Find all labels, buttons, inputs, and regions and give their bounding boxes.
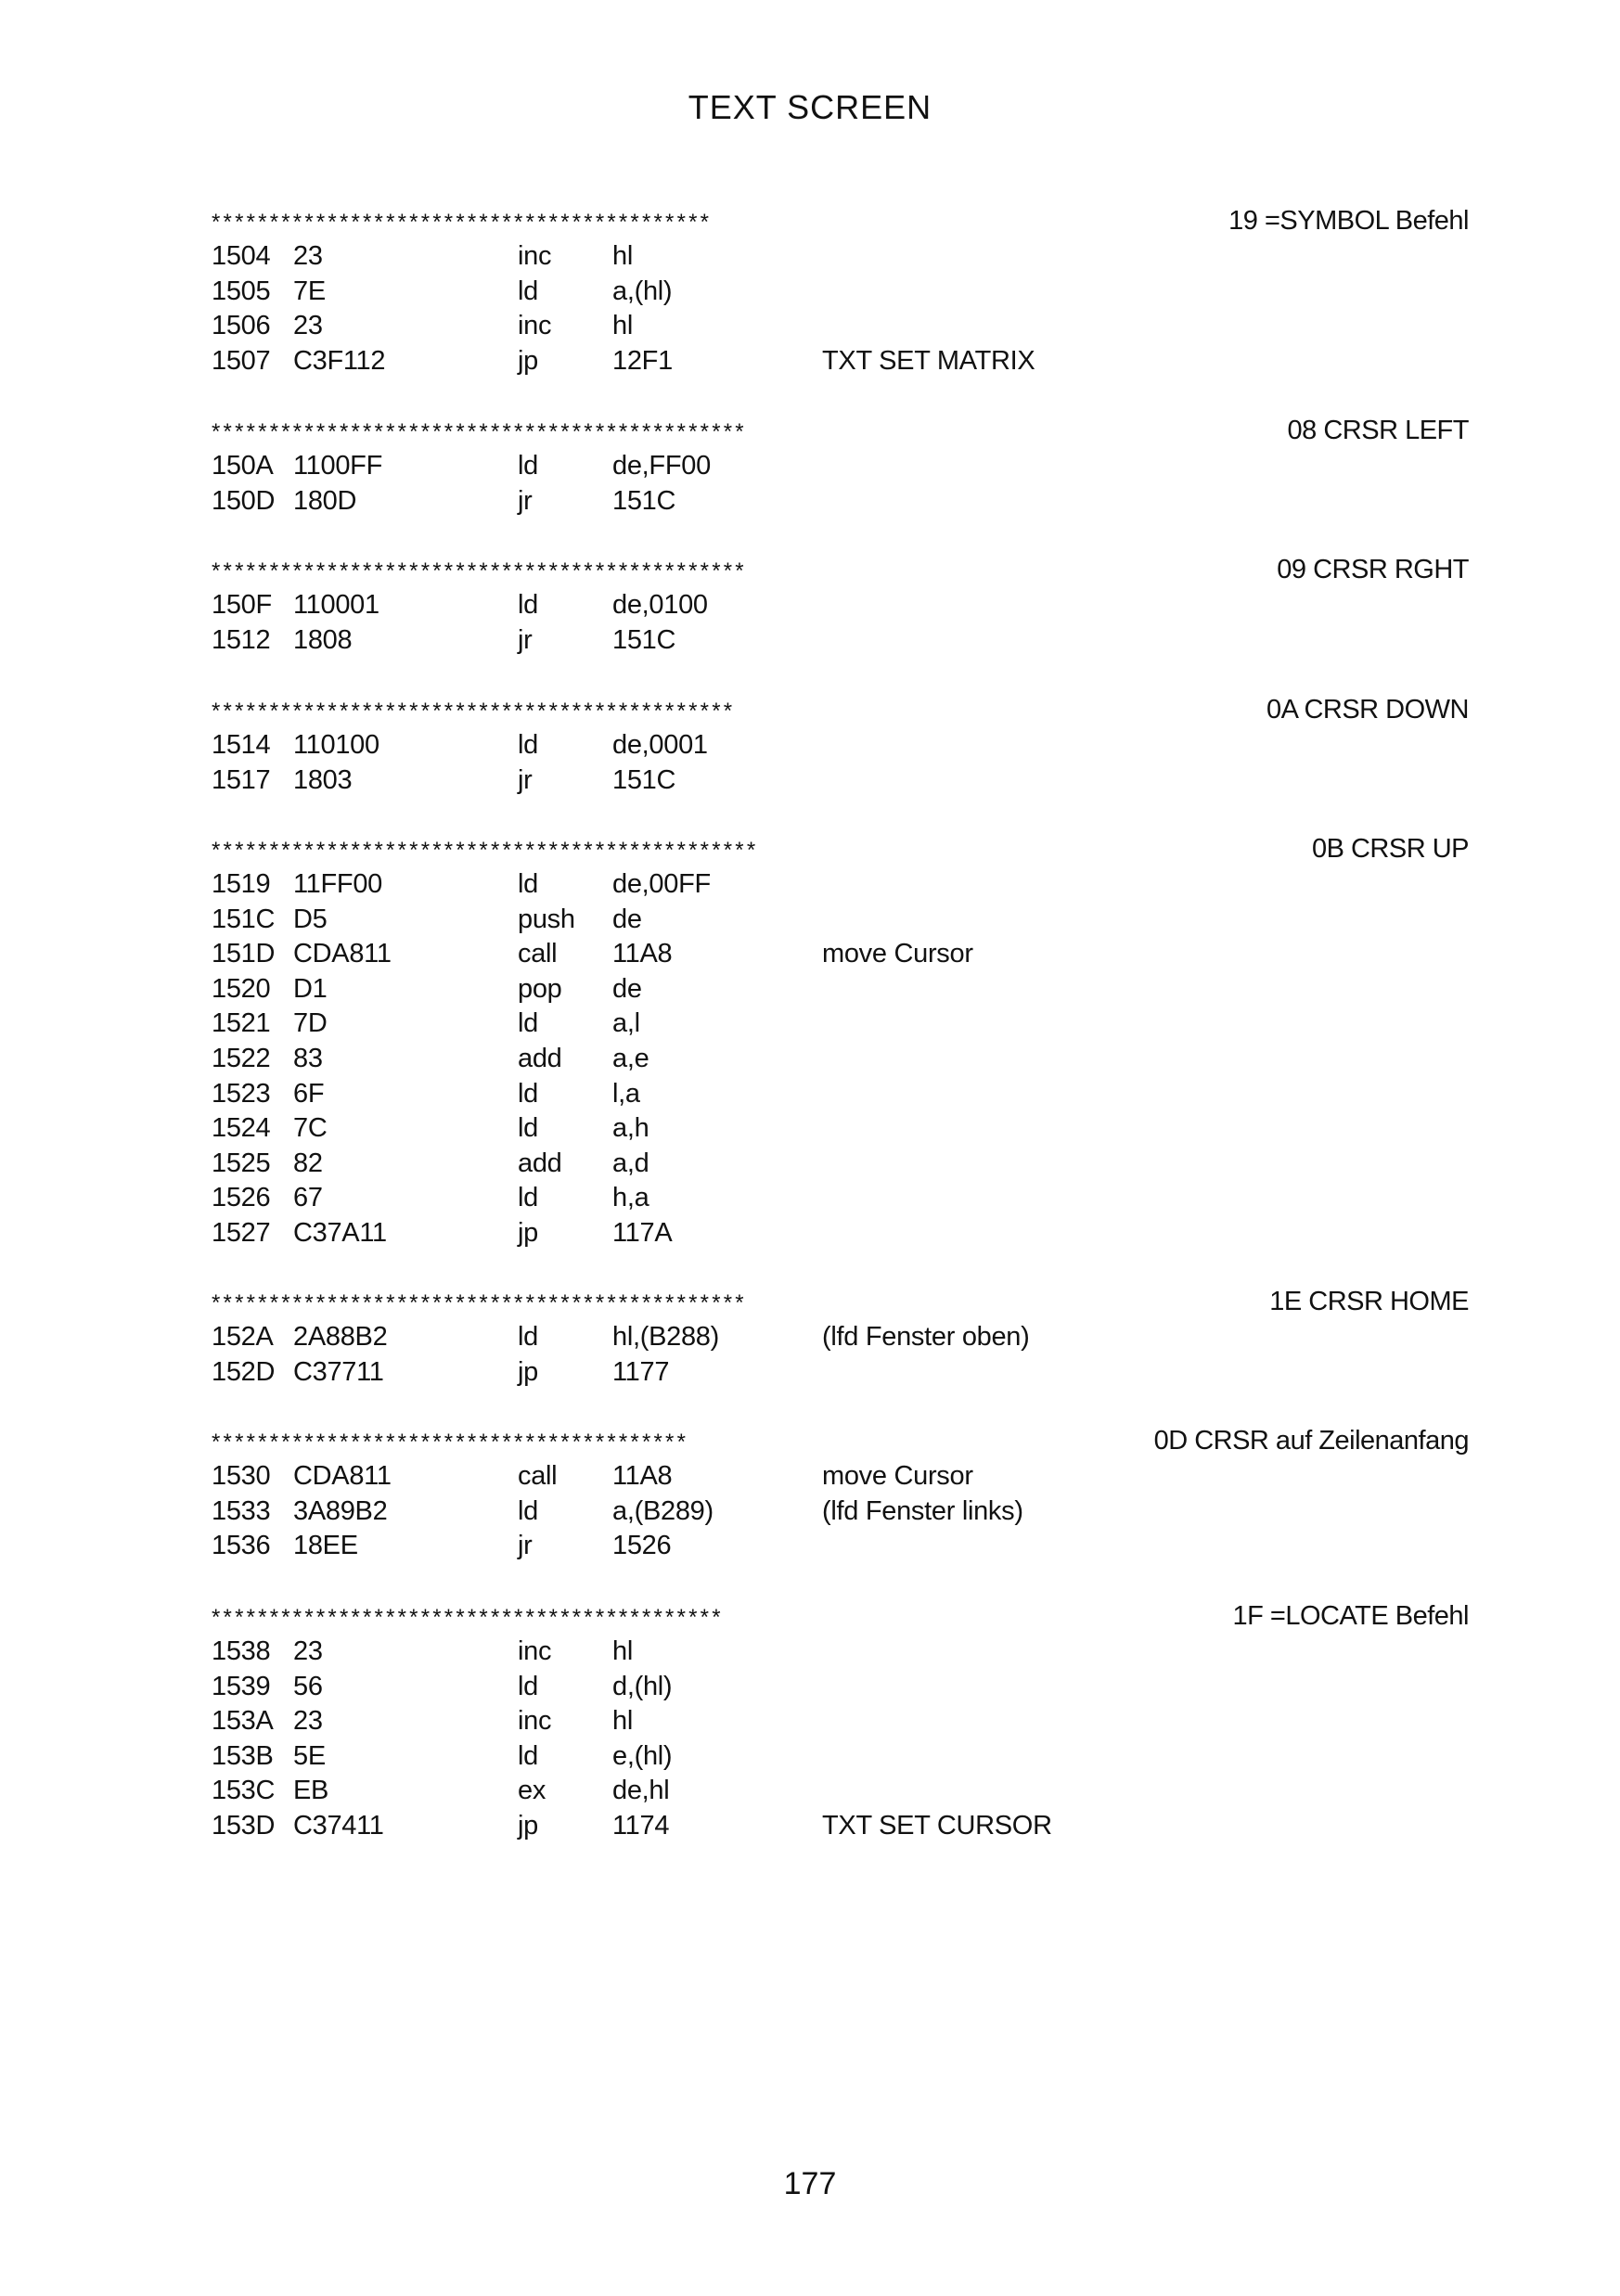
operand: de,FF00	[612, 451, 711, 481]
listing-row	[212, 1042, 1469, 1077]
listing-row	[212, 1704, 1469, 1739]
address: 1514	[212, 730, 271, 760]
listing-row	[212, 1774, 1469, 1809]
opcode-bytes: D5	[293, 904, 328, 934]
operand: hl,(B288)	[612, 1322, 719, 1352]
opcode-bytes: 23	[293, 241, 323, 271]
mnemonic: ex	[518, 1776, 546, 1806]
listing-row	[212, 1181, 1469, 1216]
listing-row	[212, 449, 1469, 484]
listing-row	[212, 588, 1469, 623]
operand: 1526	[612, 1531, 672, 1561]
opcode-bytes: EB	[293, 1776, 329, 1806]
asterisk-rule: *******************************************	[212, 210, 713, 235]
operand: a,h	[612, 1113, 649, 1144]
mnemonic: ld	[518, 1495, 538, 1526]
operand: de,00FF	[612, 869, 711, 899]
operand: e,(hl)	[612, 1740, 673, 1771]
opcode-bytes: 1808	[293, 624, 353, 655]
opcode-bytes: 23	[293, 1636, 323, 1666]
mnemonic: ld	[518, 730, 538, 760]
mnemonic: ld	[518, 1183, 538, 1213]
address: 153D	[212, 1810, 276, 1841]
mnemonic: add	[518, 1148, 562, 1178]
address: 150A	[212, 451, 274, 481]
listing-row	[212, 1320, 1469, 1355]
operand: de	[612, 904, 642, 934]
mnemonic: inc	[518, 241, 552, 271]
mnemonic: call	[518, 939, 558, 969]
mnemonic: ld	[518, 276, 538, 306]
operand: h,a	[612, 1183, 649, 1213]
listing-row	[212, 344, 1469, 379]
operand: 12F1	[612, 345, 673, 376]
listing-row	[212, 1529, 1469, 1564]
section-separator	[212, 1422, 1469, 1459]
mnemonic: jr	[518, 624, 533, 655]
listing-row	[212, 484, 1469, 519]
address: 1519	[212, 869, 271, 899]
section-separator	[212, 551, 1469, 588]
operand: hl	[612, 1636, 633, 1666]
address: 151C	[212, 904, 276, 934]
mnemonic: ld	[518, 869, 538, 899]
routine-section	[212, 551, 1469, 658]
address: 153B	[212, 1740, 274, 1771]
address: 1536	[212, 1531, 271, 1561]
listing-row	[212, 1216, 1469, 1251]
address: 1527	[212, 1217, 271, 1248]
address: 153A	[212, 1706, 274, 1737]
mnemonic: jr	[518, 485, 533, 516]
opcode-bytes: 83	[293, 1043, 323, 1073]
mnemonic: inc	[518, 1636, 552, 1666]
listing-row	[212, 867, 1469, 903]
address: 1526	[212, 1183, 271, 1213]
opcode-bytes: 11FF00	[293, 869, 382, 899]
operand: 151C	[612, 485, 676, 516]
opcode-bytes: C37411	[293, 1810, 384, 1841]
address: 1504	[212, 241, 271, 271]
address: 1525	[212, 1148, 271, 1178]
operand: 1177	[612, 1356, 670, 1387]
opcode-bytes: C3F112	[293, 345, 386, 376]
address: 152A	[212, 1322, 274, 1352]
address: 1512	[212, 624, 271, 655]
operand: 151C	[612, 764, 676, 795]
section-label: 0B CRSR UP	[1311, 834, 1469, 864]
mnemonic: call	[518, 1461, 558, 1491]
operand: de,hl	[612, 1776, 670, 1806]
address: 151D	[212, 939, 276, 969]
mnemonic: jp	[518, 1217, 538, 1248]
comment: (lfd Fenster links)	[822, 1495, 1023, 1526]
opcode-bytes: 56	[293, 1671, 323, 1701]
section-label: 08 CRSR LEFT	[1287, 416, 1469, 445]
listing-row	[212, 1809, 1469, 1844]
listing-row	[212, 309, 1469, 344]
operand: a,(hl)	[612, 276, 673, 306]
section-separator	[212, 1597, 1469, 1635]
asterisk-rule: *********************************************	[212, 699, 736, 724]
opcode-bytes: 180D	[293, 485, 357, 516]
listing-row	[212, 1739, 1469, 1775]
address: 1530	[212, 1461, 271, 1491]
mnemonic: jp	[518, 1810, 538, 1841]
operand: a,l	[612, 1008, 640, 1039]
address: 1520	[212, 973, 271, 1004]
operand: a,d	[612, 1148, 649, 1178]
opcode-bytes: 5E	[293, 1740, 326, 1771]
section-label: 0A CRSR DOWN	[1266, 695, 1469, 725]
comment: TXT SET MATRIX	[822, 345, 1035, 376]
comment: (lfd Fenster oben)	[822, 1322, 1030, 1352]
operand: hl	[612, 1706, 633, 1737]
mnemonic: ld	[518, 451, 538, 481]
mnemonic: add	[518, 1043, 562, 1073]
section-separator	[212, 691, 1469, 728]
opcode-bytes: 23	[293, 311, 323, 341]
operand: 117A	[612, 1217, 673, 1248]
section-label: 19 =SYMBOL Befehl	[1228, 206, 1469, 236]
opcode-bytes: 110001	[293, 590, 379, 620]
section-label: 1F =LOCATE Befehl	[1232, 1601, 1469, 1631]
mnemonic: ld	[518, 1008, 538, 1039]
address: 1505	[212, 276, 271, 306]
address: 150F	[212, 590, 272, 620]
page-title: TEXT SCREEN	[688, 88, 932, 126]
listing-row	[212, 937, 1469, 972]
listing-row	[212, 1459, 1469, 1494]
asterisk-rule: ********************************************	[212, 1605, 724, 1630]
opcode-bytes: 7C	[293, 1113, 328, 1144]
routine-section	[212, 1422, 1469, 1564]
asterisk-rule: ***********************************************	[212, 838, 759, 863]
listing-row	[212, 1670, 1469, 1705]
opcode-bytes: CDA811	[293, 1461, 392, 1491]
listing-row	[212, 1494, 1469, 1530]
routine-section	[212, 1283, 1469, 1390]
listing-row	[212, 972, 1469, 1007]
address: 150D	[212, 485, 276, 516]
operand: de,0001	[612, 730, 708, 760]
comment: move Cursor	[822, 1461, 973, 1491]
listing-row	[212, 239, 1469, 275]
section-label: 09 CRSR RGHT	[1277, 555, 1469, 584]
address: 1507	[212, 345, 271, 376]
address: 1521	[212, 1008, 271, 1039]
section-label: 0D CRSR auf Zeilenanfang	[1153, 1426, 1469, 1456]
operand: a,(B289)	[612, 1495, 714, 1526]
operand: d,(hl)	[612, 1671, 673, 1701]
opcode-bytes: 7D	[293, 1008, 328, 1039]
operand: de,0100	[612, 590, 708, 620]
comment: TXT SET CURSOR	[822, 1810, 1052, 1841]
opcode-bytes: 110100	[293, 730, 379, 760]
mnemonic: ld	[518, 1740, 538, 1771]
section-separator	[212, 830, 1469, 867]
opcode-bytes: 2A88B2	[293, 1322, 388, 1352]
opcode-bytes: 3A89B2	[293, 1495, 388, 1526]
routine-section	[212, 412, 1469, 519]
opcode-bytes: CDA811	[293, 939, 392, 969]
mnemonic: ld	[518, 1671, 538, 1701]
opcode-bytes: C37711	[293, 1356, 384, 1387]
operand: 1174	[612, 1810, 670, 1841]
address: 1533	[212, 1495, 271, 1526]
mnemonic: ld	[518, 1322, 538, 1352]
operand: a,e	[612, 1043, 649, 1073]
routine-section	[212, 691, 1469, 798]
mnemonic: jp	[518, 345, 538, 376]
mnemonic: ld	[518, 590, 538, 620]
listing-row	[212, 1355, 1469, 1391]
opcode-bytes: D1	[293, 973, 328, 1004]
address: 1522	[212, 1043, 271, 1073]
comment: move Cursor	[822, 939, 973, 969]
listing-row	[212, 275, 1469, 310]
operand: hl	[612, 241, 633, 271]
opcode-bytes: C37A11	[293, 1217, 387, 1248]
address: 1517	[212, 764, 271, 795]
section-label: 1E CRSR HOME	[1269, 1287, 1469, 1316]
mnemonic: ld	[518, 1113, 538, 1144]
operand: hl	[612, 311, 633, 341]
listing-row	[212, 763, 1469, 799]
opcode-bytes: 6F	[293, 1078, 325, 1109]
address: 152D	[212, 1356, 276, 1387]
asterisk-rule: **********************************************	[212, 558, 747, 584]
section-separator	[212, 1283, 1469, 1320]
listing-row	[212, 728, 1469, 763]
address: 1506	[212, 311, 271, 341]
asterisk-rule: **********************************************	[212, 419, 747, 444]
section-separator	[212, 202, 1469, 239]
listing-row	[212, 1077, 1469, 1112]
asterisk-rule: *****************************************	[212, 1430, 689, 1455]
mnemonic: jp	[518, 1356, 538, 1387]
opcode-bytes: 67	[293, 1183, 323, 1213]
opcode-bytes: 23	[293, 1706, 323, 1737]
opcode-bytes: 18EE	[293, 1531, 358, 1561]
mnemonic: inc	[518, 311, 552, 341]
operand: l,a	[612, 1078, 640, 1109]
operand: 11A8	[612, 939, 673, 969]
mnemonic: ld	[518, 1078, 538, 1109]
section-separator	[212, 412, 1469, 449]
opcode-bytes: 7E	[293, 276, 326, 306]
opcode-bytes: 1803	[293, 764, 353, 795]
address: 1523	[212, 1078, 271, 1109]
asterisk-rule: **********************************************	[212, 1290, 747, 1315]
address: 153C	[212, 1776, 276, 1806]
operand: 151C	[612, 624, 676, 655]
page-number: 177	[783, 2166, 837, 2201]
mnemonic: jr	[518, 764, 533, 795]
routine-section	[212, 202, 1469, 378]
routine-section	[212, 830, 1469, 1251]
listing-row	[212, 1111, 1469, 1147]
listing-row	[212, 1007, 1469, 1042]
operand: de	[612, 973, 642, 1004]
opcode-bytes: 1100FF	[293, 451, 382, 481]
address: 1524	[212, 1113, 271, 1144]
listing-row	[212, 903, 1469, 938]
opcode-bytes: 82	[293, 1148, 323, 1178]
address: 1539	[212, 1671, 271, 1701]
mnemonic: jr	[518, 1531, 533, 1561]
mnemonic: push	[518, 904, 575, 934]
listing-row	[212, 1147, 1469, 1182]
listing-row	[212, 623, 1469, 659]
mnemonic: inc	[518, 1706, 552, 1737]
address: 1538	[212, 1636, 271, 1666]
routine-section	[212, 1597, 1469, 1844]
operand: 11A8	[612, 1461, 673, 1491]
listing-row	[212, 1635, 1469, 1670]
mnemonic: pop	[518, 973, 562, 1004]
